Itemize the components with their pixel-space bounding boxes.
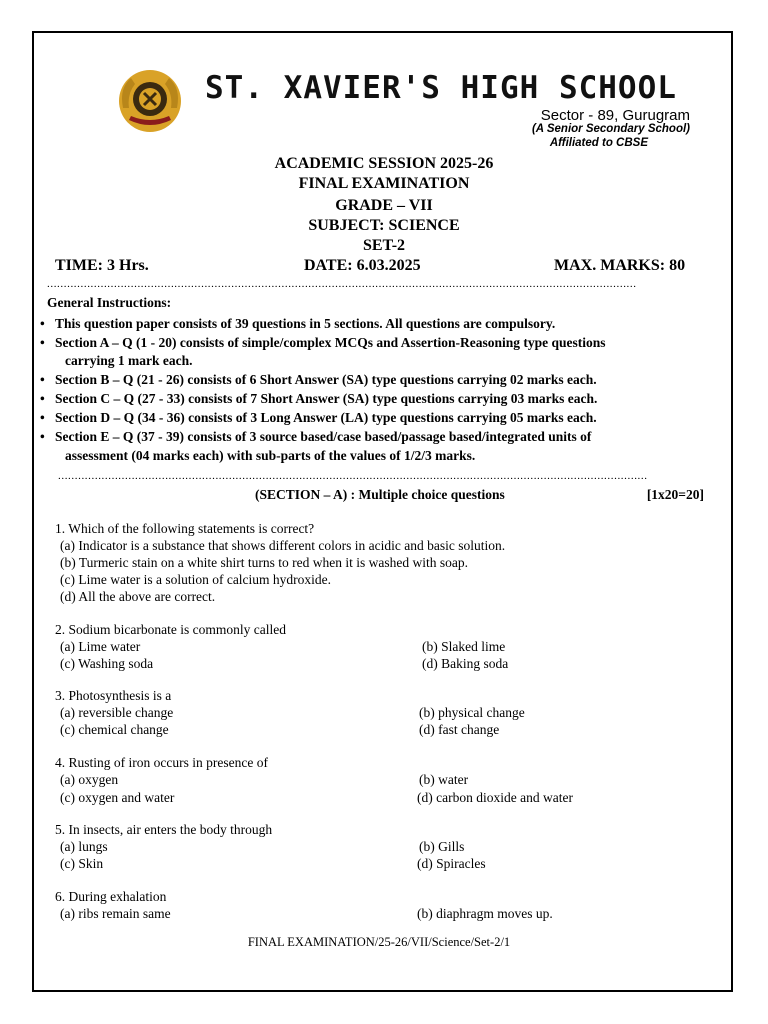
question-text: 3. Photosynthesis is a — [55, 688, 172, 703]
option: (a) Lime water — [60, 639, 141, 654]
max-marks: MAX. MARKS: 80 — [554, 257, 686, 274]
option: (a) lungs — [60, 839, 108, 854]
option: (d) Baking soda — [422, 656, 509, 671]
question-text: 1. Which of the following statements is correct? — [55, 521, 315, 536]
school-address: Sector - 89, Gurugram — [540, 107, 690, 124]
option: (d) carbon dioxide and water — [417, 790, 573, 805]
option: (c) oxygen and water — [60, 790, 175, 805]
school-affiliation: Affiliated to CBSE — [549, 137, 648, 149]
option: (b) diaphragm moves up. — [417, 906, 553, 921]
instruction-item-continued: carrying 1 mark each. — [65, 353, 193, 368]
option: (a) ribs remain same — [60, 906, 171, 921]
exam-date: DATE: 6.03.2025 — [304, 257, 421, 274]
grade: GRADE – VII — [335, 197, 433, 214]
academic-session: ACADEMIC SESSION 2025-26 — [274, 155, 494, 172]
instruction-item: • Section C – Q (27 - 33) consists of 7 Short Answer (SA) type questions carrying 03 marks each. — [40, 391, 598, 406]
option: (a) reversible change — [60, 705, 174, 720]
option: (c) Washing soda — [60, 656, 154, 671]
option: (b) Turmeric stain on a white shirt turns to red when it is washed with soap. — [60, 555, 468, 570]
school-logo-emblem — [117, 68, 183, 134]
divider-dots: ................................................................................................................................................................................ — [47, 278, 637, 290]
subject: SUBJECT: SCIENCE — [308, 217, 460, 234]
option: (b) Slaked lime — [422, 639, 506, 654]
instruction-item: • This question paper consists of 39 questions in 5 sections. All questions are compulsory. — [40, 316, 556, 331]
instructions-heading: General Instructions: — [47, 295, 172, 310]
instruction-item-continued: assessment (04 marks each) with sub-parts of the values of 1/2/3 marks. — [65, 448, 476, 463]
option: (d) Spiracles — [417, 856, 486, 871]
option: (c) Skin — [60, 856, 104, 871]
exam-time: TIME: 3 Hrs. — [55, 257, 149, 274]
option: (c) chemical change — [60, 722, 169, 737]
option: (a) Indicator is a substance that shows different colors in acidic and basic solution. — [60, 538, 506, 553]
option: (b) water — [419, 772, 469, 787]
school-name: ST. XAVIER'S HIGH SCHOOL — [205, 70, 677, 106]
question-text: 2. Sodium bicarbonate is commonly called — [55, 622, 286, 637]
school-type: (A Senior Secondary School) — [531, 123, 690, 135]
option: (d) fast change — [419, 722, 500, 737]
question-text: 5. In insects, air enters the body through — [55, 822, 273, 837]
divider-dots: ................................................................................................................................................................................ — [58, 470, 648, 482]
option: (b) physical change — [419, 705, 525, 720]
section-a-marks: [1x20=20] — [646, 487, 704, 502]
option: (b) Gills — [419, 839, 465, 854]
instruction-item: • Section D – Q (34 - 36) consists of 3 Long Answer (LA) type questions carrying 05 marks each. — [40, 410, 597, 425]
option: (d) All the above are correct. — [60, 589, 216, 604]
instruction-item: • Section B – Q (21 - 26) consists of 6 Short Answer (SA) type questions carrying 02 marks each. — [40, 372, 597, 387]
section-a-title: (SECTION – A) : Multiple choice questions — [255, 487, 505, 502]
exam-title: FINAL EXAMINATION — [298, 175, 470, 192]
question-text: 6. During exhalation — [55, 889, 167, 904]
set-number: SET-2 — [362, 237, 406, 254]
option: (a) oxygen — [60, 772, 119, 787]
question-text: 4. Rusting of iron occurs in presence of — [55, 755, 268, 770]
option: (c) Lime water is a solution of calcium hydroxide. — [60, 572, 332, 587]
page-footer: FINAL EXAMINATION/25-26/VII/Science/Set-2/1 — [247, 935, 511, 949]
instruction-item: • Section E – Q (37 - 39) consists of 3 source based/case based/passage based/integrated units of — [40, 429, 592, 444]
instruction-item: • Section A – Q (1 - 20) consists of simple/complex MCQs and Assertion-Reasoning type questions — [40, 335, 606, 350]
